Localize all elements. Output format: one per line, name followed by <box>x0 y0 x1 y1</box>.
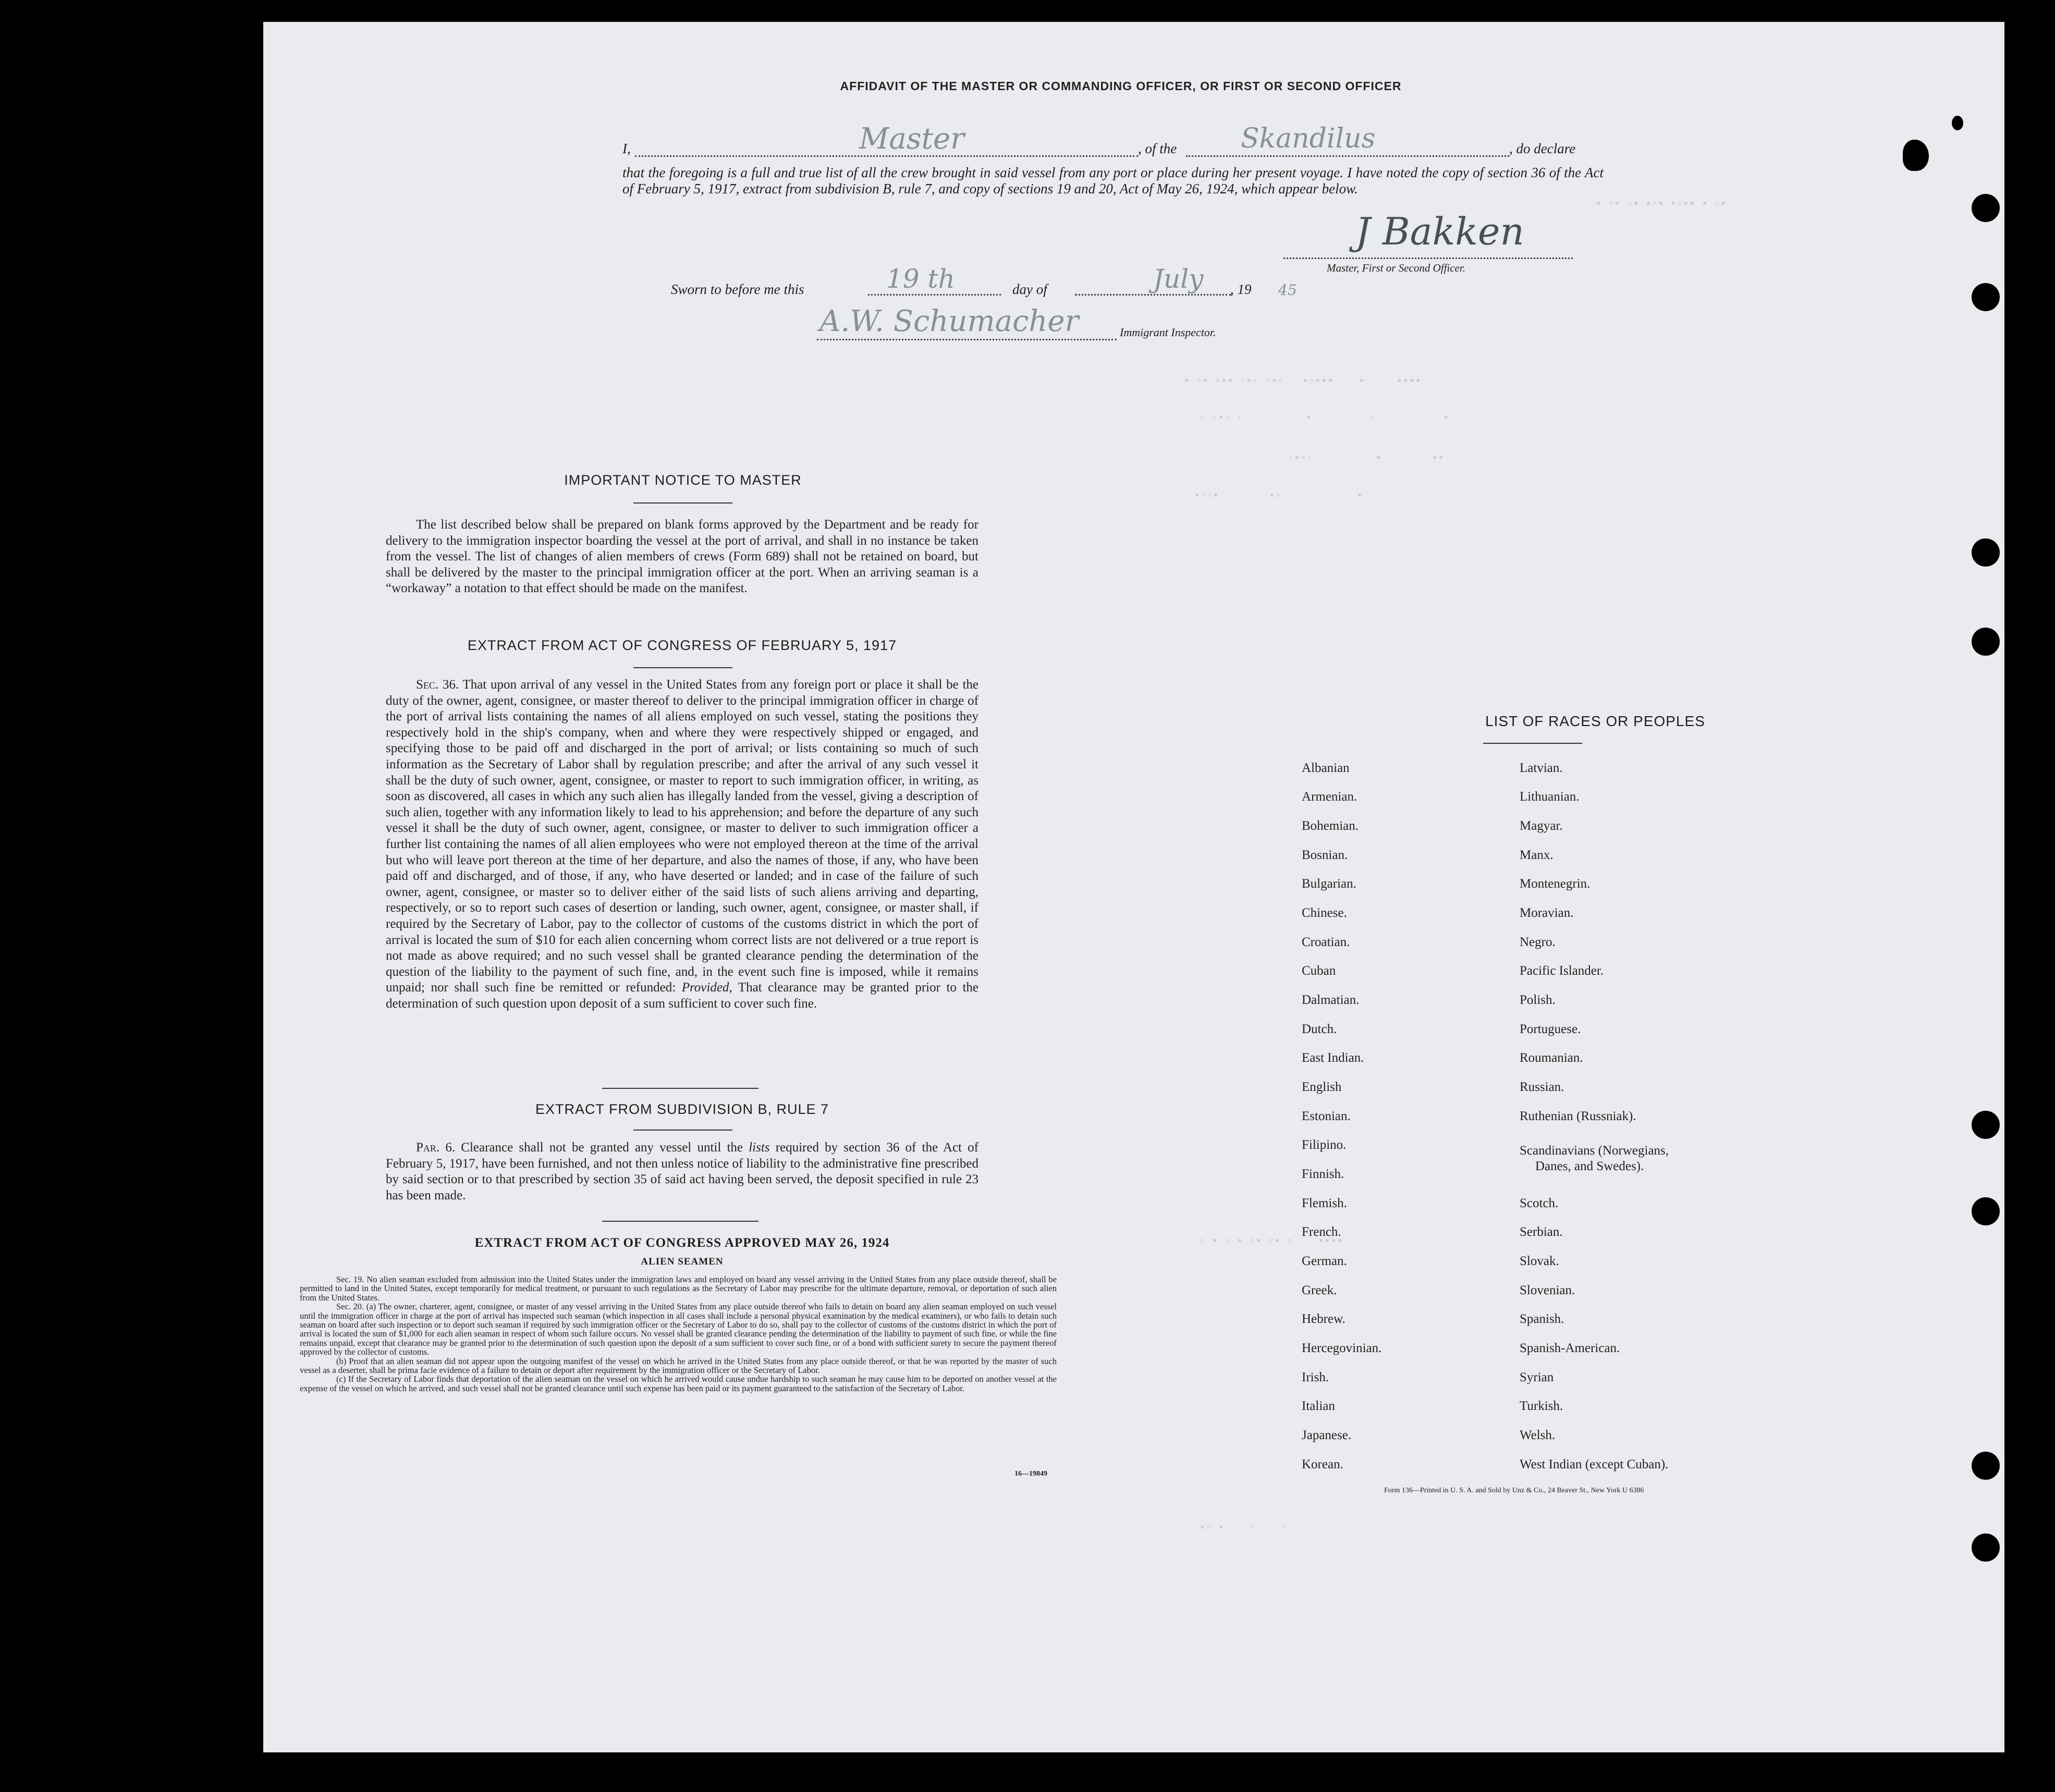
race-item: Russian. <box>1520 1080 1564 1094</box>
par-6-body-a: Clearance shall not be granted any vessel until the <box>461 1140 743 1155</box>
race-item: Japanese. <box>1302 1428 1352 1442</box>
race-item: Spanish. <box>1520 1312 1564 1326</box>
race-item: Irish. <box>1302 1370 1329 1384</box>
extract-1924-text <box>300 1275 1057 1393</box>
sworn-label: Sworn to before me this <box>671 281 804 297</box>
day-of-label: day of <box>1012 281 1047 297</box>
punch-hole <box>1972 538 2000 567</box>
race-item: Hercegovinian. <box>1302 1341 1382 1355</box>
sec-36-end: That clearance may be granted prior to the determination of such question upon deposit of a sum sufficient to cover such fine. <box>386 980 979 1011</box>
inspector-signature-field[interactable] <box>817 304 1117 340</box>
rank-handwritten: Master <box>859 122 964 156</box>
extract-1917-text <box>386 677 978 1012</box>
race-item: Dutch. <box>1302 1022 1337 1036</box>
divider <box>633 502 732 504</box>
race-item: West Indian (except Cuban). <box>1520 1457 1669 1471</box>
punch-hole <box>1972 283 2000 311</box>
race-item: Magyar. <box>1520 819 1563 833</box>
extract-1924-subtitle: ALIEN SEAMEN <box>641 1256 724 1267</box>
month-handwritten: July <box>1153 264 1204 294</box>
inspector-caption: Immigrant Inspector. <box>1120 326 1216 339</box>
year-handwritten: 45 <box>1278 281 1297 299</box>
race-item: Korean. <box>1302 1457 1343 1471</box>
race-item: Serbian. <box>1520 1225 1563 1239</box>
rank-field[interactable] <box>635 124 1138 157</box>
race-item: Filipino. <box>1302 1138 1347 1152</box>
race-item: Moravian. <box>1520 906 1574 920</box>
race-item: Pacific Islander. <box>1520 964 1604 978</box>
divider <box>602 1221 759 1222</box>
race-item: Latvian. <box>1520 761 1563 775</box>
day-field[interactable] <box>868 264 1001 296</box>
sec-20c-text: (c) If the Secretary of Labor finds that deportation of the alien seaman on the vessel on which he arrived would cause undue hardship to such seaman he may cause him to be deported on another vessel at the expense of the vessel on which he arrived, and such vessel shall not be granted clearance until such expense has been paid or its payment guaranteed to the satisfaction of the Secretary of Labor. <box>300 1374 1057 1393</box>
vessel-field[interactable] <box>1186 124 1509 157</box>
race-item: Bohemian. <box>1302 819 1359 833</box>
bleed-through-mark: ▪▫▫▪ ▪▫ ▪ <box>1194 490 1363 502</box>
extract-rule7-title: EXTRACT FROM SUBDIVISION B, RULE 7 <box>535 1101 829 1117</box>
affidavit-title: AFFIDAVIT OF THE MASTER OR COMMANDING OFFICER, OR FIRST OR SECOND OFFICER <box>840 79 1402 93</box>
punch-hole <box>1972 628 2000 656</box>
race-item: Albanian <box>1302 761 1350 775</box>
race-item: Bosnian. <box>1302 848 1348 862</box>
day-handwritten: 19 th <box>886 264 955 294</box>
race-item: Armenian. <box>1302 790 1357 804</box>
bleed-through-mark: ▫▪▫· ▪ ▪▪ <box>1288 452 1445 464</box>
sec-19-text: Sec. 19. No alien seaman excluded from admission into the United States under the immigration laws and employed on board any vessel arriving in the United States from any place outside thereof, shall be permitted to land in the United States, except temporarily for medical treatment, or pursuant to such regulations as the Secretary of Labor may prescribe for the ultimate departure, removal, or deportation of such alien from the United States. <box>300 1274 1057 1303</box>
race-item: English <box>1302 1080 1342 1094</box>
ink-blot <box>1903 140 1929 171</box>
extract-1924-title: EXTRACT FROM ACT OF CONGRESS APPROVED MAY 26, 1924 <box>474 1236 890 1250</box>
race-item: Bulgarian. <box>1302 877 1356 891</box>
race-item: Roumanian. <box>1520 1051 1583 1065</box>
punch-hole <box>1972 1197 2000 1225</box>
race-item: Estonian. <box>1302 1109 1351 1123</box>
race-item: Welsh. <box>1520 1428 1556 1442</box>
race-item: Scandinavians (Norwegians, <box>1520 1144 1669 1158</box>
race-item: Portuguese. <box>1520 1022 1581 1036</box>
master-signature-line[interactable] <box>1283 245 1573 259</box>
do-declare-label: , do declare <box>1509 141 1576 156</box>
par-6-body-b: required by section 36 of the Act of February 5, 1917, have been furnished, and not then unless notice of liability to the administrative fine prescribed by said section or to that prescribed by section 35 of said act having been served, the deposit specified in rule 23 has been made. <box>386 1140 978 1202</box>
bleed-through-mark: ▪ ▫▪ ▫▪▪ ▫▪▫ ▫▪▫ ▪▫▪▪▪ ▪ ▪▪▪▪ <box>1183 375 1422 387</box>
of-the-label: , of the <box>1138 141 1177 156</box>
printer-imprint: Form 136—Printed in U. S. A. and Sold by Unz & Co., 24 Beaver St., New York U 6386 <box>1384 1487 1644 1494</box>
race-item: Scotch. <box>1520 1196 1559 1210</box>
race-item: Finnish. <box>1302 1167 1344 1181</box>
race-item: Spanish-American. <box>1520 1341 1620 1355</box>
notice-text: The list described below shall be prepared on blank forms approved by the Department and be ready for delivery to the immigration inspector boarding the vessel at the port of arrival, and shall in no instance be taken from the vessel. The list of changes of alien members of crews (Form 689) shall not be retained on board, but shall be delivered by the master to the principal immigration officer at the port. When an arriving seaman is a “workaway” a notation to that effect should be made on the manifest. <box>386 518 978 596</box>
extract-1917-title: EXTRACT FROM ACT OF CONGRESS OF FEBRUARY 5, 1917 <box>467 637 897 653</box>
master-signature-caption: Master, First or Second Officer. <box>1327 262 1465 274</box>
race-item: Polish. <box>1520 993 1556 1007</box>
race-item: French. <box>1302 1225 1341 1239</box>
sec-36-label: Sec. 36. <box>416 678 459 692</box>
divider <box>633 667 732 668</box>
race-item: Cuban <box>1302 964 1336 978</box>
affidavit-body: that the foregoing is a full and true list of all the crew brought in said vessel from any port or place during her present voyage. I have noted the copy of section 36 of the Act of February 5, 1917, extract from subdivision B, rule 7, and copy of sections 19 and 20, Act of May 26, 1924, which appear below. <box>622 165 1604 197</box>
divider <box>1483 743 1582 744</box>
divider <box>633 1130 732 1131</box>
lists-word: lists <box>749 1140 770 1155</box>
form-code: 16—19849 <box>1014 1470 1047 1478</box>
bleed-through-mark: · ▫▪▫ · ▪ · ▪ <box>1199 412 1450 424</box>
punch-hole <box>1972 1452 2000 1480</box>
bleed-through-mark: ▪ ▫▪ ▫▪ ▪▫▪ ▪▫▪▪ ▪ ▫▪ <box>1595 198 1727 210</box>
race-item: Flemish. <box>1302 1196 1347 1210</box>
race-item: Chinese. <box>1302 906 1347 920</box>
sec-20a-text: Sec. 20. (a) The owner, charterer, agent, consignee, or master of any vessel arriving in the United States from any place outside thereof who fails to detain on board any alien seaman employed on such vessel until the immigration officer in charge at the port of arrival has inspected such seaman (which inspection in all cases shall include a personal physical examination by the medical examiners), or who fails to detain such seaman on board after such inspection or to deport such seaman if required by such immigration officer or the Secretary of Labor to do so, shall pay to the collector of customs of the customs district in which the port of arrival is located the sum of $1,000 for each alien seaman in respect of whom such failure occurs. No vessel shall be granted clearance pending the determination of the liability to payment of such fine, or while the fine remains unpaid, except that clearance may be granted prior to the determination of such question upon the deposit of a sum sufficient to cover such fine, or of a bond with sufficient surety to secure the payment thereof approved by the collector of customs. <box>300 1302 1057 1357</box>
sec-20b-text: (b) Proof that an alien seaman did not appear upon the outgoing manifest of the vessel on which he arrived in the United States from any place outside thereof, or that he was reported by the master of such vessel as a deserter, shall be prima facie evidence of a failure to detain or deport after requirement by the immigration officer or the Secretary of Labor. <box>300 1356 1057 1376</box>
race-item: Negro. <box>1520 935 1556 949</box>
race-item: Turkish. <box>1520 1399 1563 1413</box>
par-6-label: Par. 6. <box>416 1140 456 1155</box>
race-item: Slovak. <box>1520 1254 1559 1268</box>
master-signature: J Bakken <box>1355 210 1524 253</box>
race-item: German. <box>1302 1254 1347 1268</box>
race-item: Greek. <box>1302 1283 1337 1297</box>
ink-blot <box>1952 116 1963 130</box>
bleed-through-mark: ▫ ▪ ▫ ▪ ▫▪ ▫▪ ▫ ▪▪▪▪ <box>1199 1235 1343 1247</box>
punch-hole <box>1972 1111 2000 1139</box>
race-item: Hebrew. <box>1302 1312 1345 1326</box>
races-title: LIST OF RACES OR PEOPLES <box>1485 713 1705 729</box>
race-item: Dalmatian. <box>1302 993 1360 1007</box>
punch-hole <box>1972 1533 2000 1562</box>
race-item: Slovenian. <box>1520 1283 1575 1297</box>
divider <box>602 1088 759 1089</box>
affidavit-i-label: I, <box>622 141 631 156</box>
vessel-handwritten: Skandilus <box>1241 123 1376 154</box>
race-item: Italian <box>1302 1399 1335 1413</box>
race-item: Lithuanian. <box>1520 790 1580 804</box>
race-item: Syrian <box>1520 1370 1554 1384</box>
notice-title: IMPORTANT NOTICE TO MASTER <box>564 472 802 488</box>
month-field[interactable] <box>1075 264 1231 296</box>
race-item: Croatian. <box>1302 935 1350 949</box>
bleed-through-mark: ▪▫ ▪ ▫ ▫ <box>1199 1522 1287 1534</box>
race-item: East Indian. <box>1302 1051 1364 1065</box>
race-item: Ruthenian (Russniak). <box>1520 1109 1636 1123</box>
year-prefix: , 19 <box>1230 281 1252 297</box>
provided-word: Provided, <box>681 980 732 995</box>
extract-rule7-text <box>386 1140 978 1204</box>
race-item: Danes, and Swedes). <box>1535 1159 1644 1173</box>
punch-hole <box>1972 194 2000 222</box>
inspector-signature: A.W. Schumacher <box>819 304 1079 338</box>
race-item: Manx. <box>1520 848 1554 862</box>
sec-36-body: That upon arrival of any vessel in the United States from any foreign port or place it shall be the duty of the owner, agent, consignee, or master thereof to deliver to the principal immigration officer in charge of the port of arrival lists containing the names of all aliens employed on such vessel, stating the positions they respectively hold in the ship's company, when and where they were respectively shipped or engaged, and specifying those to be paid off and discharged in the port of arrival; or lists containing so much of such information as the Secretary of Labor shall by regulation prescribe; and after the arrival of any such vessel it shall be the duty of such owner, agent, consignee, or master to report to such immigration officer, in writing, as soon as discovered, all cases in which any such alien has illegally landed from the vessel, giving a description of such alien, together with any information likely to lead to his apprehension; and before the departure of any such vessel it shall be the duty of such owner, agent, consignee, or master to deliver to such immigration officer a further list containing the names of all alien employees who were not employed thereon at the time of the arrival but who will leave port thereon at the time of her departure, and also the names of those, if any, who have been paid off and discharged, and of those, if any, who have deserted or landed; and in case of the failure of such owner, agent, consignee, or master so to deliver either of the said lists of such aliens arriving and departing, respectively, or so to report such cases of desertion or landing, such owner, agent, consignee, or master shall, if required by the Secretary of Labor, pay to the collector of customs of the customs district in which the port of arrival is located the sum of $10 for each alien concerning whom correct lists are not delivered or a true report is not made as above required; and no such vessel shall be granted clearance pending the determination of the question of the liability to the payment of such fine, and, in the event such fine is imposed, while it remains unpaid; nor shall such fine be remitted or refunded: <box>386 678 978 995</box>
race-item: Montenegrin. <box>1520 877 1591 891</box>
